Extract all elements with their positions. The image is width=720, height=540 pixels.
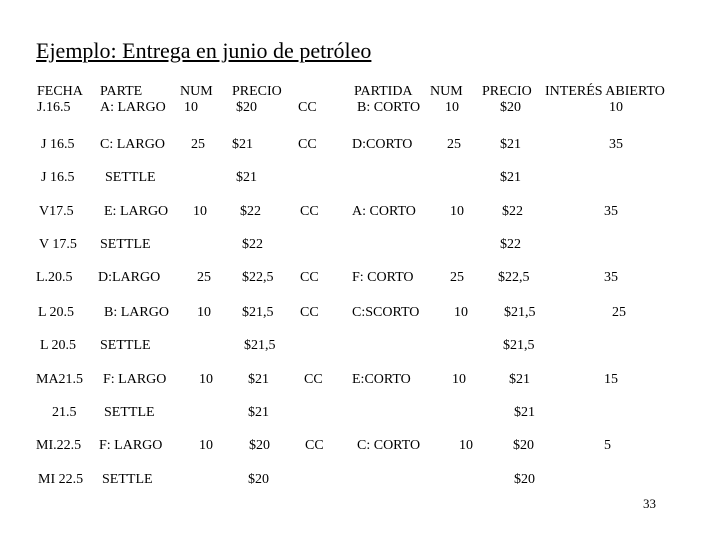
header-parte-value: A: LARGO xyxy=(100,100,166,115)
row-2-precio2: $21 xyxy=(500,170,521,185)
row-1-partida: D:CORTO xyxy=(352,137,413,152)
row-10-precio1: $20 xyxy=(249,438,270,453)
row-1-num1: 25 xyxy=(191,137,205,152)
row-4-parte: SETTLE xyxy=(100,237,151,252)
row-5-precio1: $22,5 xyxy=(242,270,274,285)
row-8-interes: 15 xyxy=(604,372,618,387)
row-11-precio2: $20 xyxy=(514,472,535,487)
row-11-fecha: MI 22.5 xyxy=(38,472,84,487)
row-7-precio1: $21,5 xyxy=(244,338,276,353)
row-8-precio1: $21 xyxy=(248,372,269,387)
row-8-num2: 10 xyxy=(452,372,466,387)
row-11-precio1: $20 xyxy=(248,472,269,487)
row-2-parte: SETTLE xyxy=(105,170,156,185)
header-num1-value: 10 xyxy=(184,100,198,115)
row-3-fecha: V17.5 xyxy=(39,204,74,219)
header-parte-label: PARTE xyxy=(100,84,143,99)
header-interes-value: 10 xyxy=(609,100,623,115)
row-5-cc: CC xyxy=(300,270,319,285)
header-precio2-value: $20 xyxy=(500,100,521,115)
row-1-num2: 25 xyxy=(447,137,461,152)
row-4-precio1: $22 xyxy=(242,237,263,252)
row-7-parte: SETTLE xyxy=(100,338,151,353)
row-3-cc: CC xyxy=(300,204,319,219)
row-2-precio1: $21 xyxy=(236,170,257,185)
header-num1-label: NUM xyxy=(180,84,213,99)
header-precio1-value: $20 xyxy=(236,100,257,115)
row-3-partida: A: CORTO xyxy=(352,204,416,219)
page-number: 33 xyxy=(643,496,656,511)
row-6-parte: B: LARGO xyxy=(104,305,169,320)
row-2-fecha: J 16.5 xyxy=(41,170,75,185)
row-3-num1: 10 xyxy=(193,204,207,219)
row-10-fecha: MI.22.5 xyxy=(36,438,82,453)
header-precio2-label: PRECIO xyxy=(482,84,532,99)
row-1-interes: 35 xyxy=(609,137,623,152)
row-9-precio1: $21 xyxy=(248,405,269,420)
row-5-precio2: $22,5 xyxy=(498,270,530,285)
row-4-precio2: $22 xyxy=(500,237,521,252)
header-partida-value: B: CORTO xyxy=(357,100,421,115)
header-fecha-label: FECHA xyxy=(37,84,83,99)
header-partida-label: PARTIDA xyxy=(354,84,413,99)
row-6-partida: C:SCORTO xyxy=(352,305,420,320)
row-3-precio2: $22 xyxy=(502,204,523,219)
row-6-precio1: $21,5 xyxy=(242,305,274,320)
row-5-num1: 25 xyxy=(197,270,211,285)
row-8-fecha: MA21.5 xyxy=(36,372,84,387)
header-fecha-value: J.16.5 xyxy=(37,100,71,115)
header-interes-label: INTERÉS ABIERTO xyxy=(545,84,665,99)
row-10-interes: 5 xyxy=(604,438,611,453)
row-1-parte: C: LARGO xyxy=(100,137,165,152)
header-precio1-label: PRECIO xyxy=(232,84,282,99)
row-10-parte: F: LARGO xyxy=(99,438,163,453)
row-1-precio2: $21 xyxy=(500,137,521,152)
row-3-interes: 35 xyxy=(604,204,618,219)
row-1-precio1: $21 xyxy=(232,137,253,152)
row-7-fecha: L 20.5 xyxy=(40,338,77,353)
row-6-num1: 10 xyxy=(197,305,211,320)
header-num2-value: 10 xyxy=(445,100,459,115)
row-10-precio2: $20 xyxy=(513,438,534,453)
row-9-precio2: $21 xyxy=(514,405,535,420)
row-8-cc: CC xyxy=(304,372,323,387)
row-8-num1: 10 xyxy=(199,372,213,387)
row-5-interes: 35 xyxy=(604,270,618,285)
row-10-num1: 10 xyxy=(199,438,213,453)
row-8-parte: F: LARGO xyxy=(103,372,167,387)
row-6-cc: CC xyxy=(300,305,319,320)
row-9-fecha: 21.5 xyxy=(52,405,77,420)
row-6-fecha: L 20.5 xyxy=(38,305,75,320)
header-num2-label: NUM xyxy=(430,84,463,99)
row-10-partida: C: CORTO xyxy=(357,438,421,453)
header-cc-value: CC xyxy=(298,100,317,115)
slide-title: Ejemplo: Entrega en junio de petróleo xyxy=(36,38,372,63)
row-6-precio2: $21,5 xyxy=(504,305,536,320)
row-8-precio2: $21 xyxy=(509,372,530,387)
row-1-cc: CC xyxy=(298,137,317,152)
row-10-num2: 10 xyxy=(459,438,473,453)
row-10-cc: CC xyxy=(305,438,324,453)
row-6-interes: 25 xyxy=(612,305,626,320)
row-5-fecha: L.20.5 xyxy=(36,270,73,285)
row-3-num2: 10 xyxy=(450,204,464,219)
row-4-fecha: V 17.5 xyxy=(39,237,77,252)
row-7-precio2: $21,5 xyxy=(503,338,535,353)
row-9-parte: SETTLE xyxy=(104,405,155,420)
row-11-parte: SETTLE xyxy=(102,472,153,487)
row-5-parte: D:LARGO xyxy=(98,270,161,285)
row-3-precio1: $22 xyxy=(240,204,261,219)
row-3-parte: E: LARGO xyxy=(104,204,169,219)
row-6-num2: 10 xyxy=(454,305,468,320)
row-5-num2: 25 xyxy=(450,270,464,285)
row-8-partida: E:CORTO xyxy=(352,372,411,387)
row-1-fecha: J 16.5 xyxy=(41,137,75,152)
row-5-partida: F: CORTO xyxy=(352,270,414,285)
